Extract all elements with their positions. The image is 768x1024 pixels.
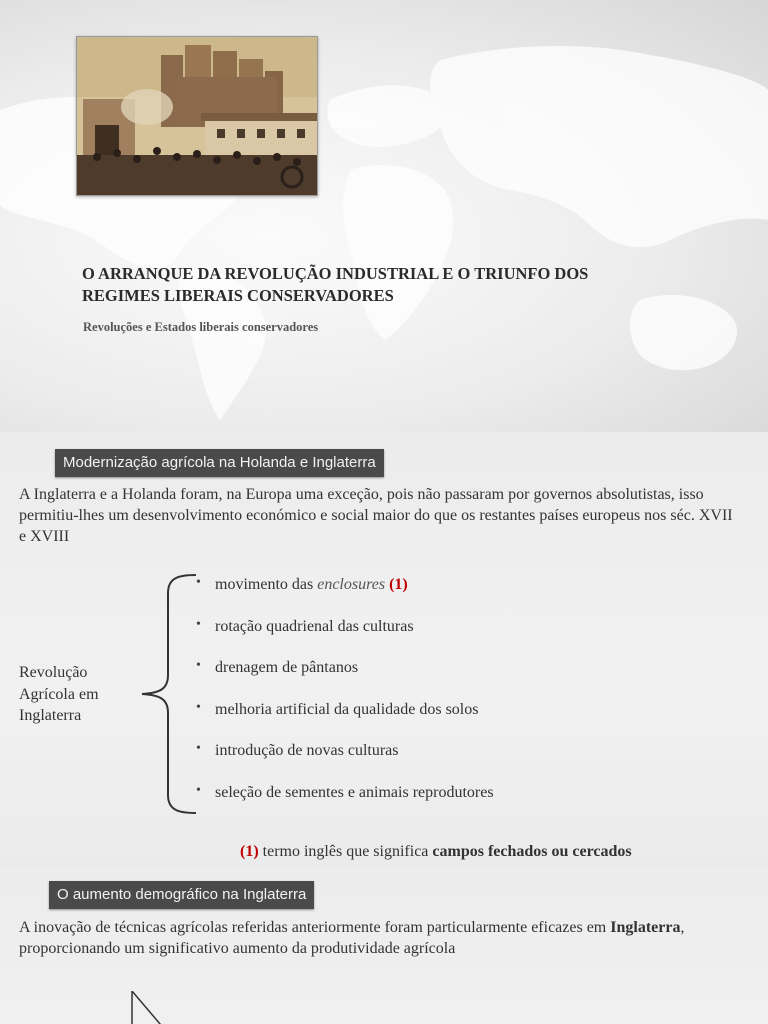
list-item-text: rotação quadrienal das culturas: [215, 617, 414, 635]
footnote-marker: (1): [389, 576, 408, 593]
footnote-marker: (1): [240, 843, 259, 860]
list-item: [196, 618, 494, 660]
bullet-icon: •: [196, 782, 201, 798]
footnote-bold-text: campos fechados ou cercados: [432, 843, 632, 860]
list-item: [196, 784, 494, 826]
demography-bold-text: Inglaterra: [610, 919, 681, 936]
title-slide: [0, 0, 768, 432]
list-item: [196, 701, 494, 743]
demographic-growth-slide: [0, 866, 768, 1024]
curly-brace-icon: [138, 571, 198, 817]
list-item-text: introdução de novas culturas: [215, 742, 399, 759]
main-title: [82, 263, 722, 307]
label-line: Inglaterra: [19, 707, 82, 724]
list-item-text: drenagem de pântanos: [215, 659, 359, 676]
footnote-text: termo inglês que significa: [258, 843, 433, 860]
demography-paragraph: [19, 917, 739, 959]
main-title-line1: O ARRANQUE DA REVOLUÇÃO INDUSTRIAL E O TRIUNFO DOS: [82, 264, 589, 283]
agricultural-revolution-label: [19, 662, 129, 727]
bullet-icon: •: [196, 616, 201, 632]
arrow-shape-icon: [130, 991, 190, 1024]
storming-fortress-painting: [76, 36, 318, 196]
list-item: [196, 742, 494, 784]
section-heading-demography: O aumento demográfico na Inglaterra: [49, 881, 314, 909]
subtitle: Revoluções e Estados liberais conservadores: [83, 320, 319, 334]
demography-text-end: , proporcionando um significativo aumento da produtividade agrícola: [19, 919, 685, 957]
main-title-line2: REGIMES LIBERAIS CONSERVADORES: [82, 286, 394, 305]
list-item: [196, 576, 494, 618]
list-item: [196, 659, 494, 701]
agricultural-modernization-slide: [0, 433, 768, 865]
enclosures-term: enclosures: [317, 576, 386, 593]
agricultural-changes-list: [196, 576, 494, 825]
bullet-icon: •: [196, 575, 201, 590]
bullet-icon: •: [196, 699, 201, 715]
bullet-icon: •: [196, 658, 201, 673]
label-line: Revolução: [19, 664, 88, 681]
list-item-text: movimento das: [215, 576, 318, 593]
list-item-text: melhoria artificial da qualidade dos solos: [215, 700, 479, 718]
label-line: Agrícola em: [19, 685, 99, 703]
list-item-text: seleção de sementes e animais reprodutores: [215, 783, 494, 801]
intro-paragraph: A Inglaterra e a Holanda foram, na Europa uma exceção, pois não passaram por governos absolutistas, isso permitiu-lhes um desenvolvimento económico e social maior do que os restantes países europeus nos séc. XVII e XVIII: [19, 486, 733, 545]
demography-text: A inovação de técnicas agrícolas referidas anteriormente foram particularmente eficazes em: [19, 919, 611, 936]
footnote: [240, 843, 632, 861]
section-heading-agriculture: Modernização agrícola na Holanda e Inglaterra: [55, 449, 384, 477]
bullet-icon: •: [196, 741, 201, 756]
